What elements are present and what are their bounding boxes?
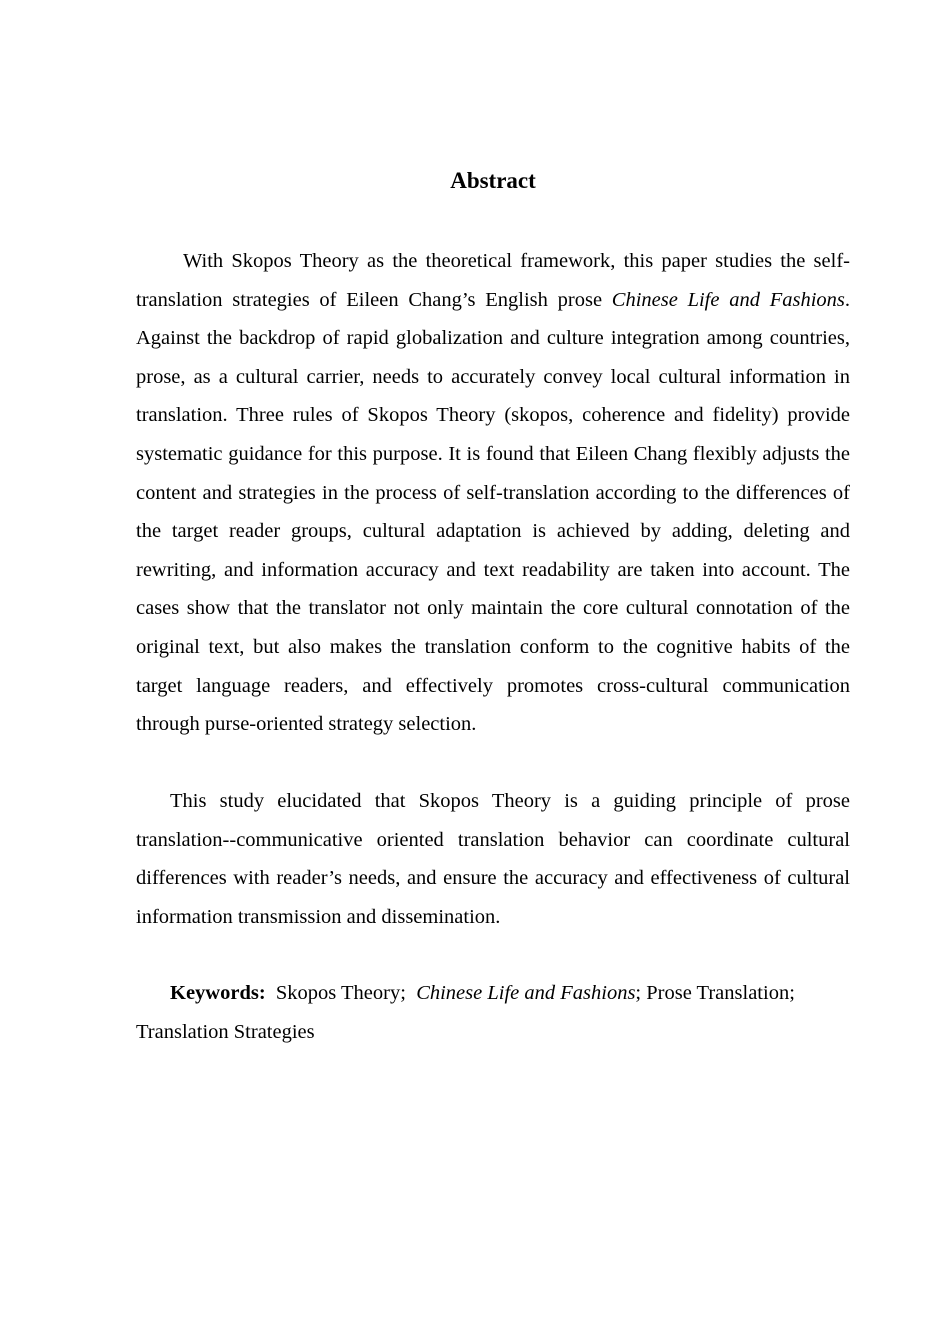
- paragraph-1-text-b: . Against the backdrop of rapid globalization and culture integration among countries, prose, as a cultural carrier, needs to accurately convey local cultural information in translation. Three rules of Skopos Theory (skopos, coherence and fidelity) provide systematic guidance for this purpose. It is found that Eileen Chang flexibly adjusts the content and strategies in the process of self-translation according to the differences of the target reader groups, cultural adaptation is achieved by adding, deleting and rewriting, and information accuracy and text readability are taken into account. The cases show that the translator not only maintain the core cultural connotation of the original text, but also makes the translation conform to the cognitive habits of the target language readers, and effectively promotes cross-cultural communication through purse-oriented strategy selection.: [136, 288, 850, 736]
- abstract-paragraph-1: [136, 242, 850, 744]
- paragraph-1-text-a: With Skopos Theory as the theoretical framework, this paper studies the self-translation strategies of Eileen Chang’s English prose: [136, 250, 850, 311]
- book-title-italic: Chinese Life and Fashions: [611, 288, 845, 311]
- keywords-label: Keywords:: [170, 982, 266, 1004]
- keyword-2-italic: Chinese Life and Fashions: [416, 982, 636, 1004]
- abstract-paragraph-2: [136, 782, 850, 936]
- keyword-1: Skopos Theory;: [275, 982, 406, 1004]
- keyword-rest: ; Prose Translation; Translation Strategies: [136, 982, 795, 1043]
- keywords-block: [136, 974, 850, 1051]
- paragraph-2-text: This study elucidated that Skopos Theory is a guiding principle of prose translation--communicative oriented translation behavior can coordinate cultural differences with reader’s needs, and ensure the accuracy and effectiveness of cultural information transmission and dissemination.: [136, 790, 850, 928]
- abstract-title: Abstract: [450, 168, 536, 193]
